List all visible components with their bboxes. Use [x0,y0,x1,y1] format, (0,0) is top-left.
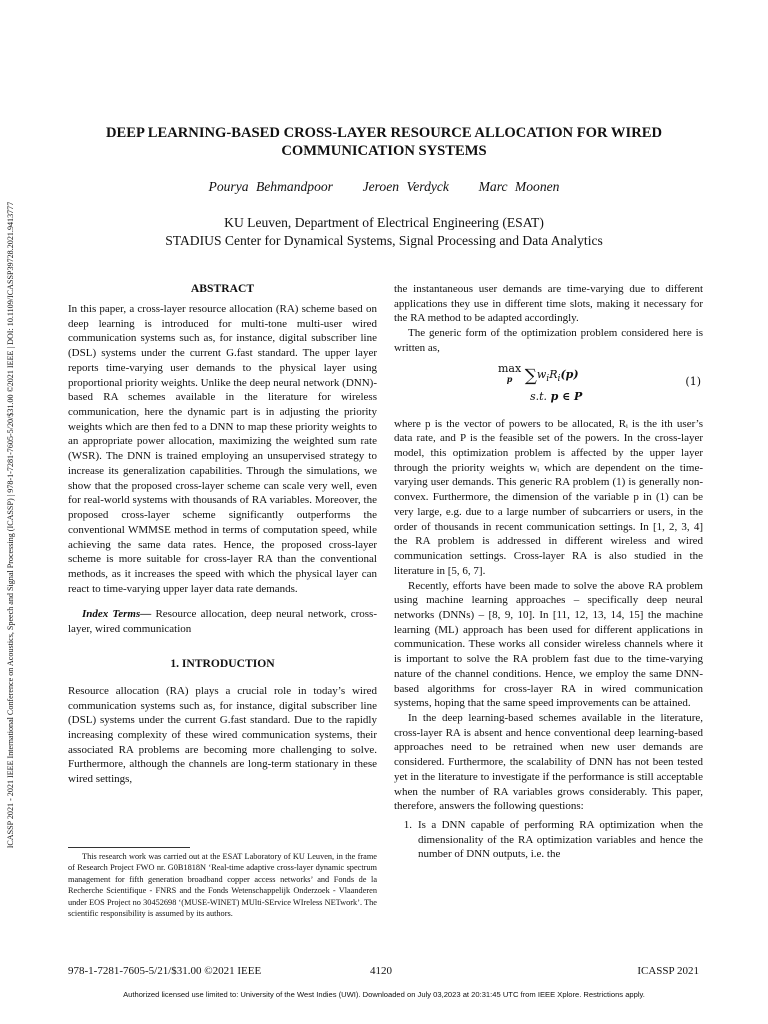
equation-objective [498,361,579,387]
constraint-expression: p ∈ P [550,389,583,403]
doi-sidebar-text: ICASSP 2021 - 2021 IEEE International Conference on Acoustics, Speech and Signal Processing (ICASSP) | 978-1-7281-7605-5/20/$31.00 ©2021 IEEE | DOI: 10.1109/ICASSP39728.2021.9413777 [6,201,15,849]
footnote-text: This research work was carried out at the ESAT Laboratory of KU Leuven, in the frame of Research Project FWO nr. G0B1818N ‘Real-time adaptive cross-layer dynamic spectrum management for fifth generation broadband copper access networks’ and Fonds de la Recherche Scientifique - FNRS and the Fonds Wetenschappelijk Onderzoek - Vlaanderen under EOS Project no 30452698 ‘(MUSE-WINET) MUlti-SErvice WIreless NETwork’. The scientific responsibility is assumed by its authors. [68,852,377,919]
author-name: Marc Moonen [478,179,560,194]
index-terms-label: Index Terms— [82,608,152,621]
affiliation-line: STADIUS Center for Dynamical Systems, Signal Processing and Data Analytics [165,233,603,248]
index-terms-text: Resource allocation, deep neural network, cross-layer, wired communication [68,608,377,636]
equation-number: (1) [685,374,701,388]
author-name: Jeroen Verdyck [362,179,449,194]
list-item [394,818,703,862]
right-column [394,282,703,862]
footer-isbn: 978-1-7281-7605-5/21/$31.00 ©2021 IEEE [68,965,262,977]
sum-symbol: ∑ [524,365,537,386]
footnote [68,851,377,919]
abstract-body: In this paper, a cross-layer resource allocation (RA) scheme based on deep learning is introduced for multi-tone multi-user wired communication systems such as, for instance, digital subscriber line (DSL) systems under the current G.fast standard. The upper layer reports time-varying user demands to the physical layer using proportional priority weights. Unlike the deep neural network (DNN)-based RA schemes available in the literature for wireless communication, here the dynamic part is in adjusting the priority weights which are then fed to a DNN to map these priority weights to an appropriate power allocation, maximizing the weighted sum rate (WSR). The DNN is trained employing an unsupervised strategy to increase its generalization capabilities. Through the simulations, we show that the proposed cross-layer scheme can scale very well, even for real-world systems with thousands of RA variables. Moreover, the proposed cross-layer scheme significantly outperforms the conventional WMMSE method in terms of computation speed, while achieving the same data rates. Hence, the proposed cross-layer scheme is more suitable for cross-layer RA than the conventional methods, as it increases the speed with which the physical layer can react to time-varying upper layer data rate demands. [68,303,377,595]
equation-constraint [530,390,582,405]
index-terms [68,607,377,636]
footnote-rule [68,847,190,848]
paragraph-deep-learning: In the deep learning-based schemes available in the literature, cross-layer RA is absent and hence conventional deep learning-based approaches need to be retrained when new user demands are considered. Furthermore, the scalability of DNN has not been tested yet in the literature to investigate if the performance is still acceptable when the number of RA variables grows considerably. This paper, therefore, answers the following questions: [394,711,703,813]
section-heading-introduction: 1. INTRODUCTION [170,656,275,670]
footer-venue: ICASSP 2021 [637,965,699,977]
paragraph-where: where p is the vector of powers to be allocated, Rᵢ is the ith user’s data rate, and P is the feasible set of the powers. In the cross-layer model, this optimization problem is affected by the upper layer through the priority weights wᵢ which are dependent on the time-varying user demands. This generic RA problem (1) is generally non-convex. Furthermore, the dimension of the variable p in (1) can be very large, e.g. due to a large number of subcarriers or users, in the order of thousands in recent communication settings. In [1, 2, 3, 4] the RA problem is addressed in different wireless and wired communication settings. Cross-layer RA is also studied in the literature in [5, 6, 7]. [394,417,703,577]
max-subscript: p [506,373,513,384]
license-notice: Authorized licensed use limited to: University of the West Indies (UWI). Downloaded on July 03,2023 at 20:31:45 UTC from IEEE Xplore. Restrictions apply. [123,990,645,999]
paragraph-continued: the instantaneous user demands are time-varying due to different applications they use in different time slots, making it necessary for the RA method to be adapted accordingly. [394,283,703,325]
rate-argument: (p) [560,367,579,381]
author-list [70,178,698,196]
rate-subscript: i [557,372,561,384]
list-item-number: 1. [403,819,412,831]
max-label: max [498,361,522,375]
max-operator [498,361,522,384]
weight-subscript: i [546,372,550,384]
paper-title: DEEP LEARNING-BASED CROSS-LAYER RESOURCE ALLOCATION FOR WIRED COMMUNICATION SYSTEMS [105,125,663,159]
questions-list [394,818,703,862]
footer-page-number: 4120 [370,965,392,977]
weight-symbol: w [536,367,547,381]
affiliation [70,214,698,250]
paragraph-generic-form: The generic form of the optimization problem considered here is written as, [394,327,703,354]
author-name: Pourya Behmandpoor [208,179,333,194]
paragraph-recently: Recently, efforts have been made to solve the above RA problem using machine learning approaches – specifically deep neural networks (DNNs) – [8, 9, 10]. In [11, 12, 13, 14, 15] the machine learning (ML) approach has been used for different applications in communication. These works all consider wireless channels where it is important to solve the RA problem fast due to the time-varying nature of the channel conditions. Hence, we employ the same DNN-based algorithms for cross-layer RA in wired communication systems, hoping that the same speed improvements can be attained. [394,579,703,710]
equation-1 [394,362,703,410]
left-column [68,282,377,787]
intro-paragraph: Resource allocation (RA) plays a crucial role in today’s wired communication systems such as, for instance, digital subscriber line (DSL) systems under the current G.fast standard. Due to the rapidly increasing complexity of these wired communication systems, their associated RA problems are becoming more challenging to solve. Furthermore, although the channels are long-term stationary in these wired settings, [68,684,377,786]
doi-sidebar [4,96,18,954]
affiliation-line: KU Leuven, Department of Electrical Engineering (ESAT) [224,215,544,230]
list-item-text: Is a DNN capable of performing RA optimization when the dimensionality of the RA optimization variables and hence the number of DNN outputs, i.e. the [418,819,703,861]
rate-symbol: R [549,367,558,381]
constraint-prefix: s.t. [530,389,548,403]
abstract-heading: ABSTRACT [190,282,255,295]
